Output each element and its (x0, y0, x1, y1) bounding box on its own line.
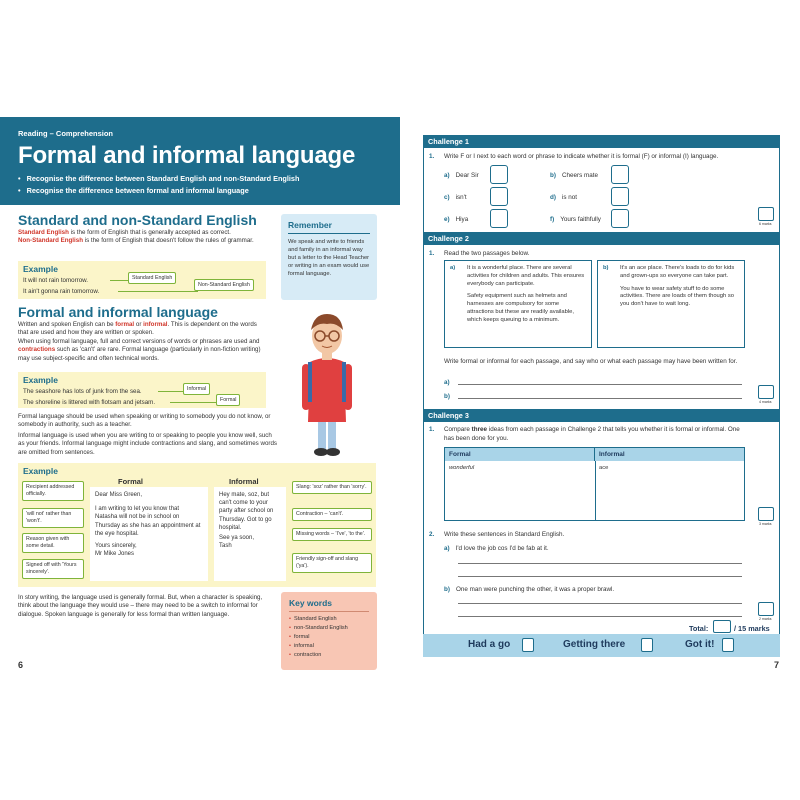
answer-line[interactable] (458, 603, 742, 604)
section-label: Reading – Comprehension (18, 129, 114, 138)
option-text: Hiya (455, 216, 469, 223)
challenge-3-header: Challenge 3 (423, 409, 780, 422)
total-label: Total: (689, 624, 709, 633)
answer-line-b[interactable] (458, 398, 742, 399)
formal-annotation: Signed off with 'Yours sincerely'. (22, 559, 84, 579)
letter-line: Tash (219, 543, 232, 550)
text-run: Written and spoken English can be (18, 321, 116, 328)
formal-annotation: Recipient addressed officially. (22, 481, 84, 501)
text-run: such as 'can't' are rare. Formal language (particularly in non-fiction writing) may use subject-specific and often technical words. (18, 346, 261, 362)
key-word: • informal (289, 642, 369, 651)
passage-label: b) (603, 265, 609, 271)
option-b (550, 172, 598, 179)
getting-there-label: Getting there (563, 639, 626, 650)
challenge-2-header: Challenge 2 (423, 232, 780, 245)
standard-english-definitions (18, 229, 276, 246)
example-tag: Standard English (128, 272, 176, 284)
total-suffix: / 15 marks (734, 624, 770, 633)
passage-paragraph: It's an ace place. There's loads to do for kids and grown-ups so everyone can take part. (620, 265, 735, 279)
example-box-formal-informal (18, 372, 266, 408)
answer-box-d[interactable] (611, 187, 629, 206)
option-text: Yours faithfully (560, 216, 601, 223)
page-number-right: 7 (774, 660, 780, 670)
non-standard-english-def: is the form of English that doesn't follow the rules of grammar. (82, 237, 254, 245)
formal-usage-paragraph: Formal language should be used when speaking or writing to somebody you do not know, or somebody in authority, such as a teacher. (18, 413, 271, 429)
letter-line: Yours sincerely, (95, 543, 137, 550)
formal-informal-intro (18, 321, 266, 363)
passage-paragraph: You have to wear safety stuff to do some activities. There are loads of them though so you don't have to wait long. (620, 285, 734, 308)
lesson-header (0, 117, 400, 205)
option-text: is not (561, 194, 578, 201)
option-c (444, 194, 467, 201)
example-title: Example (23, 466, 58, 476)
standard-english-def: is the form of English that is generally accepted as correct. (68, 229, 231, 236)
letter-line: I am writing to let you know that Natasha will not be in school on Thursday as she has an appointment at the eye hospital. (95, 506, 201, 537)
text-run: . This is dependent on the words that are used and how they are written or spoken. (18, 321, 257, 337)
challenge-2-question: Read the two passages below. (444, 250, 530, 257)
option-text: isn't (455, 194, 467, 201)
connector-line (118, 291, 198, 292)
informal-annotation: Contraction – 'can't'. (292, 508, 372, 521)
option-f (550, 216, 601, 223)
letter-line: See ya soon, (219, 535, 255, 542)
marks-label: 4 marks (759, 400, 772, 404)
contractions-term: contractions (18, 346, 56, 354)
key-word: • non-Standard English (289, 624, 369, 633)
boy-illustration (288, 300, 366, 460)
had-a-go-label: Had a go (468, 639, 511, 650)
key-words-list (289, 615, 369, 660)
answer-box-a[interactable] (490, 165, 508, 184)
informal-column-heading: Informal (229, 477, 259, 486)
marks-box-c1[interactable] (758, 207, 774, 221)
challenge-2-instruction: Write formal or informal for each passage, and say who or what each passage may have been written for. (444, 358, 738, 365)
formal-term: formal (115, 321, 135, 328)
formal-annotation: 'will not' rather than 'won't'. (22, 508, 84, 528)
table-cell: wonderful (449, 465, 475, 471)
option-a (444, 172, 479, 179)
key-word: • contraction (289, 651, 369, 660)
formal-column-heading: Formal (118, 477, 144, 486)
connector-line (170, 402, 218, 403)
got-it-checkbox[interactable] (722, 638, 734, 652)
objectives-list (18, 173, 299, 197)
letter-line: Dear Miss Green, (95, 492, 143, 498)
informal-annotation: Friendly sign-off and slang ('ya'). (292, 553, 372, 573)
example-tag: Informal (183, 383, 210, 395)
key-words-box (281, 592, 377, 670)
passage-paragraph: Safety equipment such as helmets and harnesses are compulsory for some attractions but these are readily available, which keeps queuing to a minimum. (467, 293, 574, 323)
had-a-go-checkbox[interactable] (522, 638, 534, 652)
option-letter: d) (550, 194, 556, 201)
answer-box-b[interactable] (611, 165, 629, 184)
challenge-1-header: Challenge 1 (423, 135, 780, 148)
marks-box-c3-1[interactable] (758, 507, 774, 521)
got-it-label: Got it! (685, 639, 715, 650)
table-divider (595, 461, 596, 520)
key-words-title: Key words (289, 598, 369, 612)
answer-line[interactable] (458, 576, 742, 577)
answer-line[interactable] (458, 563, 742, 564)
passage-label: a) (450, 265, 456, 271)
example-title: Example (23, 375, 58, 385)
standard-english-term: Standard English (18, 229, 69, 236)
objective-item: • Recognise the difference between formal and informal language (18, 185, 299, 197)
answer-box-f[interactable] (611, 209, 629, 228)
answer-box-e[interactable] (490, 209, 508, 228)
formal-letter (90, 487, 208, 581)
option-letter: e) (444, 216, 450, 223)
answer-line-label: b) (444, 393, 450, 400)
option-letter: b) (550, 172, 556, 179)
answer-line[interactable] (458, 616, 742, 617)
informal-letter (214, 487, 286, 581)
example-line: It ain't gonna rain tomorrow. (23, 288, 100, 295)
informal-annotation: Slang: 'soz' rather than 'sorry'. (292, 481, 372, 494)
example-tag: Non-Standard English (194, 279, 254, 291)
question-number: 1. (429, 250, 435, 257)
option-text: Cheers mate (561, 172, 599, 179)
table-header-formal: Formal (445, 448, 595, 461)
option-letter: c) (444, 194, 450, 201)
page-title: Formal and informal language (18, 142, 356, 169)
option-d (550, 194, 577, 201)
sentence-b (444, 586, 614, 593)
marks-label: 2 marks (759, 617, 772, 621)
question-number: 1. (429, 153, 435, 160)
option-text: I'd love the job cos I'd be fab at it. (455, 545, 549, 552)
key-word: • Standard English (289, 615, 369, 624)
standard-english-heading: Standard and non-Standard English (18, 212, 257, 228)
option-text: Dear Sir (455, 172, 479, 179)
challenge-3-question-1 (444, 426, 744, 443)
table-cell: ace (599, 465, 609, 471)
option-e (444, 216, 468, 223)
question-number: 1. (429, 426, 435, 433)
question-number: 2. (429, 531, 435, 538)
example-box-standard (18, 261, 266, 299)
passage-b (597, 260, 745, 348)
remember-box (281, 214, 377, 300)
challenge-3-question-2: Write these sentences in Standard English. (444, 531, 565, 538)
informal-usage-paragraph: Informal language is used when you are writing to or speaking to people you know well, such as your friends. Informal language might include contractions and slang, and sometimes words are omitted from sentences. (18, 432, 277, 456)
informal-term: informal (143, 321, 168, 328)
example-line: The shoreline is littered with flotsam and jetsam. (23, 399, 156, 406)
formal-annotation: Reason given with some detail. (22, 533, 84, 553)
example-line: It will not rain tomorrow. (23, 277, 88, 284)
story-writing-paragraph: In story writing, the language used is generally formal. But, when a character is speaking, think about the language they would use – there may need to be a switch to informal for dialogue. Spoken language is generally for less formal than written language. (18, 594, 263, 618)
option-letter: b) (444, 586, 450, 593)
page-number-left: 6 (18, 660, 24, 670)
letter-line: Mr Mike Jones (95, 551, 135, 558)
formal-informal-heading: Formal and informal language (18, 304, 218, 320)
option-letter: f) (550, 216, 555, 223)
example-tag: Formal (216, 394, 240, 406)
progress-footer (423, 634, 780, 657)
challenge-1-question: Write F or I next to each word or phrase to indicate whether it is formal (F) or informal (I) language. (444, 153, 719, 160)
marks-label: 3 marks (759, 522, 772, 526)
answer-box-c[interactable] (490, 187, 508, 206)
passage-paragraph: It is a wonderful place. There are several activities for children and adults. This ensures everybody can participate. (467, 265, 585, 287)
remember-body: We speak and write to friends and family in an informal way but a letter to the Head Teacher or writing in an exam would use formal language. (288, 239, 370, 277)
remember-title: Remember (288, 220, 370, 234)
table-header-informal: Informal (595, 448, 744, 461)
sentence-a (444, 545, 549, 552)
key-word: • formal (289, 633, 369, 642)
text-run: ideas from each passage in Challenge 2 that tells you whether it is formal or informal. One has been done for you. (444, 426, 740, 442)
compare-table (444, 447, 745, 521)
text-run: Compare (444, 426, 472, 433)
worksheet-panel (423, 135, 780, 657)
marks-box-c3-2[interactable] (758, 602, 774, 616)
option-letter: a) (444, 172, 450, 179)
informal-annotation: Missing words – 'I've', 'to the'. (292, 528, 372, 541)
letter-line: Hey mate, soz, but can't come to your party after school on Thursday. Got to go hospital. (219, 492, 274, 531)
text-run-bold: three (471, 426, 488, 433)
non-standard-english-term: Non-Standard English (18, 237, 83, 245)
example-line: The seashore has lots of junk from the sea. (23, 388, 142, 395)
text-run: or (134, 321, 144, 328)
example-box-letters (18, 463, 376, 587)
option-letter: a) (444, 545, 450, 552)
answer-line-a[interactable] (458, 384, 742, 385)
total-box[interactable] (713, 620, 731, 633)
marks-label: 6 marks (759, 222, 772, 226)
example-title: Example (23, 264, 58, 274)
option-text: One man were punching the other, it was a proper brawl. (455, 586, 615, 593)
passage-a (444, 260, 592, 348)
text-run: When using formal language, full and correct versions of words or phrases are used and (18, 337, 260, 345)
getting-there-checkbox[interactable] (641, 638, 653, 652)
objective-item: • Recognise the difference between Standard English and non-Standard English (18, 173, 299, 185)
answer-line-label: a) (444, 379, 450, 386)
marks-box-c2[interactable] (758, 385, 774, 399)
